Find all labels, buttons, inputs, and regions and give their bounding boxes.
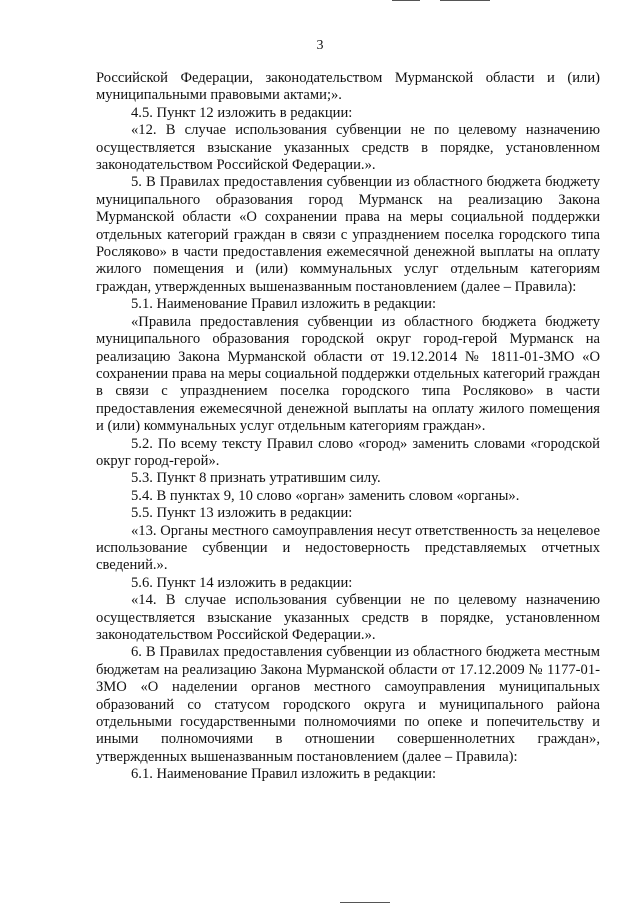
paragraph: 5.3. Пункт 8 признать утратившим силу. [131,470,381,487]
scan-mark-top-right [440,0,490,1]
scan-mark-top-left [392,0,420,1]
paragraph: «13. Органы местного самоуправления несут ответственность за нецелевое использование субвенции и недостоверность представляемых отчетных сведений.». [96,522,600,574]
document-body [96,70,600,784]
paragraph: «Правила предоставления субвенции из областного бюджета бюджету муниципального образования городской округ город-герой Мурманск на реализацию Закона Мурманской области от 19.12.2014 № 1811-01-ЗМО «О сохранении права на меры социальной поддержки отдельных категорий граждан в связи с упразднением поселка городского типа Росляково» в части предоставления ежемесячной денежной выплаты на оплату жилого помещения и (или) коммунальных услуг отдельным категориям граждан». [96,313,600,435]
paragraph: 5.5. Пункт 13 изложить в редакции: [131,505,353,522]
paragraph: 5.1. Наименование Правил изложить в редакции: [131,296,437,313]
paragraph: 5.4. В пунктах 9, 10 слово «орган» заменить словом «органы». [131,487,520,504]
paragraph: 6.1. Наименование Правил изложить в редакции: [131,766,437,783]
paragraph: 6. В Правилах предоставления субвенции из областного бюджета местным бюджетам на реализацию Закона Мурманской области от 17.12.2009 № 1177-01-ЗМО «О наделении органов местного самоуправления муниципальных образований со статусом городского округа и муниципального района отдельными государственными полномочиями по опеке и попечительству и иными полномочиями в отношении совершеннолетних граждан», утвержденных вышеназванным постановлением (далее – Правила): [96,644,600,765]
paragraph: 5.6. Пункт 14 изложить в редакции: [131,574,353,591]
paragraph: 5. В Правилах предоставления субвенции из областного бюджета бюджету муниципального образования город Мурманск на реализацию Закона Мурманской области «О сохранении права на меры социальной поддержки отдельных категорий граждан в связи с упразднением поселка городского типа Росляково» в части предоставления ежемесячной денежной выплаты на оплату жилого помещения и (или) коммунальных услуг отдельным категориям граждан, утвержденных вышеназванным постановлением (далее – Правила): [96,174,600,295]
paragraph: «14. В случае использования субвенции не по целевому назначению осуществляется взыскание указанных средств в порядке, установленном законодательством Российской Федерации.». [96,592,600,643]
page-number: 3 [316,38,324,53]
scan-mark-bottom [340,902,390,903]
paragraph: «12. В случае использования субвенции не по целевому назначению осуществляется взыскание указанных средств в порядке, установленном законодательством Российской Федерации.». [96,122,600,174]
paragraph: Российской Федерации, законодательством Мурманской области и (или) муниципальными правовыми актами;». [96,70,600,104]
paragraph: 4.5. Пункт 12 изложить в редакции: [131,104,353,121]
paragraph: 5.2. По всему тексту Правил слово «город» заменить словами «городской округ город-герой». [96,435,600,469]
